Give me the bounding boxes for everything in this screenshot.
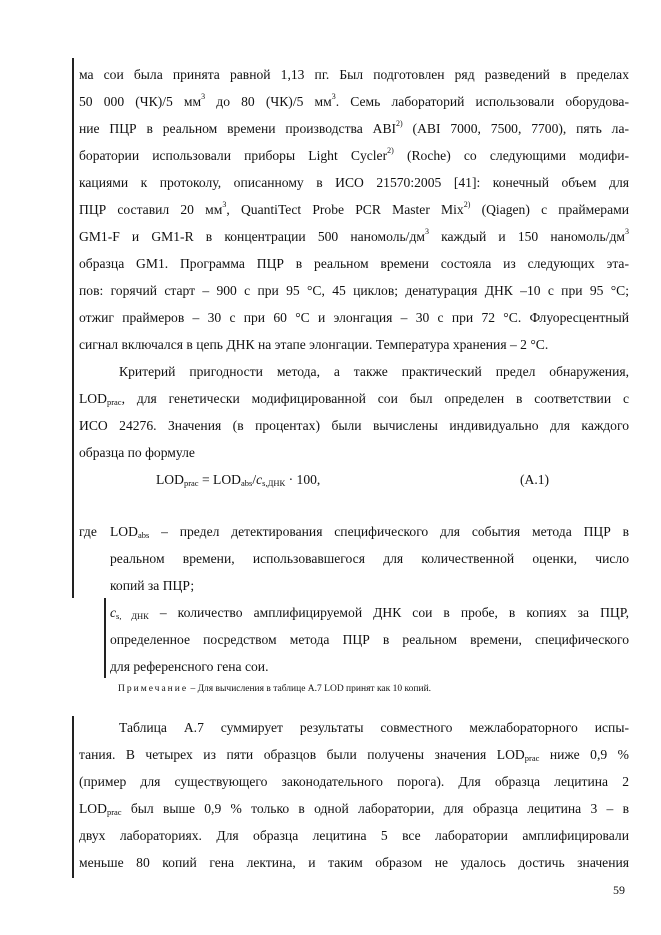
change-bar-bottom: [72, 716, 74, 878]
para1-line-6: ПЦР составил 20 $мм^3$, QuantiTect Probe PCR Master Mix$^{2)}$ (Qiagen) с праймерами: [79, 200, 630, 217]
note-text: – Для вычисления в таблице А.7 LOD принят как 10 копий.: [188, 684, 432, 694]
para3-line-4: $LOD_{prac}$ был выше 0,9 % только в одной лаборатории, для образца лецитина 3 – в: [79, 801, 629, 817]
def-lodabs-line-1: $LOD_{abs}$ – предел детектирования специфического для события метода ПЦР в: [110, 524, 629, 540]
para1-line-3: ние ПЦР в реальном времени производства ABI$^{2)}$ (ABI 7000, 7500, 7700), пять ла-: [79, 119, 629, 136]
para1-line-9: пов: горячий старт – 900 с при 95 °C, 45 циклов; денатурация ДНК –10 с при 95 °C;: [79, 283, 629, 298]
def-csdna-line-1: $c_{s, ДНК}$ – количество амплифицируемой ДНК сои в пробе, в копиях за ПЦР,: [110, 605, 629, 621]
para2-line-4: образца по формуле: [79, 445, 195, 460]
para1-line-8: образца GM1. Программа ПЦР в реальном времени состояла из следующих эта-: [79, 256, 629, 271]
para3-line-1: Таблица А.7 суммирует результаты совместного межлабораторного испы-: [119, 720, 629, 735]
para2-line-3: ИСО 24276. Значения (в процентах) были вычислены индивидуально для каждого: [79, 418, 629, 433]
para3-line-3: (пример для существующего законодательного порога). Для образца лецитина 2: [79, 774, 629, 789]
def-csdna-line-3: для референсного гена сои.: [110, 659, 269, 674]
para1-line-5: кациями к протоколу, описанному в ИСО 21570:2005 [41]: конечный объем для: [79, 175, 629, 190]
formula-a1: $LOD_{prac} = LOD_{abs}/c_{s,ДНК} \cdot 100$,: [156, 472, 321, 488]
para3-line-6: меньше 80 копий гена лектина, и таким образом не удалось достичь значения: [79, 855, 629, 870]
para2-line-1: Критерий пригодности метода, а также практический предел обнаружения,: [119, 364, 629, 379]
para3-line-5: двух лабораториях. Для образца лецитина 5 все лаборатории амплифицировали: [79, 828, 629, 843]
note: [118, 682, 431, 696]
para1-line-10: отжиг праймеров – 30 с при 60 °C и элонгация – 30 с при 72 °C. Флуоресцентный: [79, 310, 629, 325]
para1-line-11: сигнал включался в цепь ДНК на этапе элонгации. Температура хранения – 2 °C.: [79, 337, 549, 352]
def-lodabs-line-2: реальном времени, использовавшегося для количественной оценки, число: [110, 551, 629, 566]
change-bar-definition: [104, 598, 106, 678]
change-bar-top: [72, 58, 74, 598]
page-number: 59: [613, 883, 625, 897]
formula-number: (A.1): [520, 472, 550, 487]
note-label: Примечание: [118, 684, 189, 694]
where-label: где: [79, 524, 97, 539]
para1-line-4: боратории использовали приборы Light Cycler$^{2)}$ (Roche) со следующими модифи-: [79, 146, 629, 163]
def-lodabs-line-3: копий за ПЦР;: [110, 578, 195, 593]
para1-line-7: GM1-F и GM1-R в концентрации 500 наномоль/$дм^3$ каждый и 150 наномоль/$дм^3$: [79, 227, 629, 244]
para2-line-2: $LOD_{prac}$, для генетически модифицированной сои был определен в соответствии с: [79, 391, 629, 407]
def-csdna-line-2: определенное посредством метода ПЦР в реальном времени, специфического: [110, 632, 629, 647]
para1-line-2: 50 000 (ЧК)/5 $мм^3$ до 80 (ЧК)/5 $мм^3$. Семь лабораторий использовали оборудова-: [79, 92, 629, 109]
para3-line-2: тания. В четырех из пяти образцов были получены значения $LOD_{prac}$ ниже 0,9 %: [79, 747, 629, 763]
para1-line-1: ма сои была принята равной 1,13 пг. Был подготовлен ряд разведений в пределах: [79, 67, 629, 82]
